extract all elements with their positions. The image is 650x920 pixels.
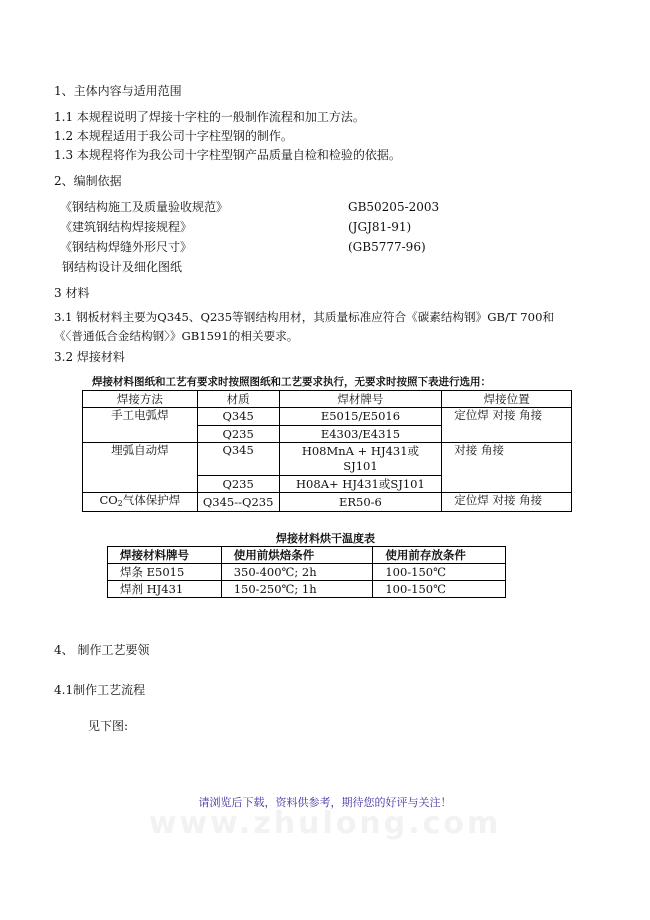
header-storage-condition: 使用前存放条件 bbox=[373, 547, 506, 564]
table-row bbox=[83, 443, 572, 476]
method-cell bbox=[83, 493, 198, 512]
welding-materials-table bbox=[82, 390, 572, 512]
material-cell: Q345 bbox=[197, 408, 279, 426]
para-3-1-line1: 3.1 钢板材料主要为Q345、Q235等钢结构用材，其质量标准应符合《碳素结构钢》GB/T 700和 bbox=[54, 310, 555, 324]
position-cell: 对接 角接 bbox=[442, 443, 572, 493]
material-cell: Q345--Q235 bbox=[197, 493, 279, 512]
table-row bbox=[83, 493, 572, 512]
section2-heading: 2、编制依据 bbox=[54, 174, 122, 188]
table-header-row bbox=[108, 547, 506, 564]
footer-note: 请浏览后下载，资料供参考，期待您的好评与关注！ bbox=[198, 796, 452, 809]
reference-title-1: 《钢结构施工及质量验收规范》 bbox=[60, 200, 229, 214]
item-1-2: 1.2 本规程适用于我公司十字柱型钢的制作。 bbox=[54, 129, 293, 143]
storage-condition-cell: 100-150℃ bbox=[373, 581, 506, 598]
filler-cell bbox=[279, 443, 442, 476]
table-row bbox=[108, 581, 506, 598]
method-co-subscript: 2 bbox=[117, 499, 123, 508]
filler-cell: E5015/E5016 bbox=[279, 408, 442, 426]
table-row bbox=[108, 564, 506, 581]
method-co-prefix: CO bbox=[99, 493, 118, 507]
section4-1-heading: 4.1制作工艺流程 bbox=[54, 683, 146, 697]
item-1-3: 1.3 本规程将作为我公司十字柱型钢产品质量自检和检验的依据。 bbox=[54, 148, 401, 162]
welding-table-caption: 焊接材料图纸和工艺有要求时按照图纸和工艺要求执行，无要求时按照下表进行选用： bbox=[92, 376, 491, 388]
header-position: 焊接位置 bbox=[442, 391, 572, 408]
header-bake-condition: 使用前烘焙条件 bbox=[221, 547, 373, 564]
section3-heading: 3 材料 bbox=[54, 286, 90, 300]
storage-condition-cell: 100-150℃ bbox=[373, 564, 506, 581]
filler-cell: E4303/E4315 bbox=[279, 426, 442, 443]
watermark: www.zhulong.com bbox=[148, 806, 502, 841]
filler-grade-cell: 焊条 E5015 bbox=[108, 564, 222, 581]
reference-code-2: (JGJ81-91) bbox=[348, 220, 412, 234]
bake-table-caption: 焊接材料烘干温度表 bbox=[276, 532, 375, 545]
see-below-text: 见下图: bbox=[88, 719, 129, 733]
header-method: 焊接方法 bbox=[83, 391, 198, 408]
filler-cell: H08A+ HJ431或SJ101 bbox=[279, 476, 442, 493]
material-cell: Q345 bbox=[197, 443, 279, 476]
header-filler: 焊材牌号 bbox=[279, 391, 442, 408]
para-3-2: 3.2 焊接材料 bbox=[54, 350, 125, 364]
material-cell: Q235 bbox=[197, 476, 279, 493]
section1-heading: 1、主体内容与适用范围 bbox=[54, 84, 182, 98]
filler-line-1: H08MnA + HJ431或 bbox=[301, 444, 420, 458]
reference-title-3: 《钢结构焊缝外形尺寸》 bbox=[60, 240, 193, 254]
header-filler-grade: 焊接材料牌号 bbox=[108, 547, 222, 564]
item-1-1: 1.1 本规程说明了焊接十字柱的一般制作流程和加工方法。 bbox=[54, 110, 365, 124]
reference-title-2: 《建筑钢结构焊接规程》 bbox=[60, 220, 193, 234]
para-3-1-line2: 《〈普通低合金结构钢〉》GB1591的相关要求。 bbox=[54, 329, 299, 343]
method-co-suffix: 气体保护焊 bbox=[122, 493, 181, 507]
method-cell: 埋弧自动焊 bbox=[83, 443, 198, 493]
reference-code-1: GB50205-2003 bbox=[348, 200, 440, 214]
bake-temperature-table bbox=[107, 546, 506, 598]
table-header-row bbox=[83, 391, 572, 408]
position-cell: 定位焊 对接 角接 bbox=[442, 408, 572, 443]
position-cell: 定位焊 对接 角接 bbox=[442, 493, 572, 512]
filler-line-2: SJ101 bbox=[343, 459, 378, 473]
section4-heading: 4、 制作工艺要领 bbox=[54, 643, 150, 657]
reference-code-3: (GB5777-96) bbox=[348, 240, 426, 254]
bake-condition-cell: 350-400℃; 2h bbox=[221, 564, 373, 581]
bake-condition-cell: 150-250℃; 1h bbox=[221, 581, 373, 598]
filler-grade-cell: 焊剂 HJ431 bbox=[108, 581, 222, 598]
reference-extra: 钢结构设计及细化图纸 bbox=[62, 260, 183, 274]
header-material: 材质 bbox=[197, 391, 279, 408]
filler-cell: ER50-6 bbox=[279, 493, 442, 512]
material-cell: Q235 bbox=[197, 426, 279, 443]
table-row bbox=[83, 408, 572, 426]
method-cell: 手工电弧焊 bbox=[83, 408, 198, 443]
